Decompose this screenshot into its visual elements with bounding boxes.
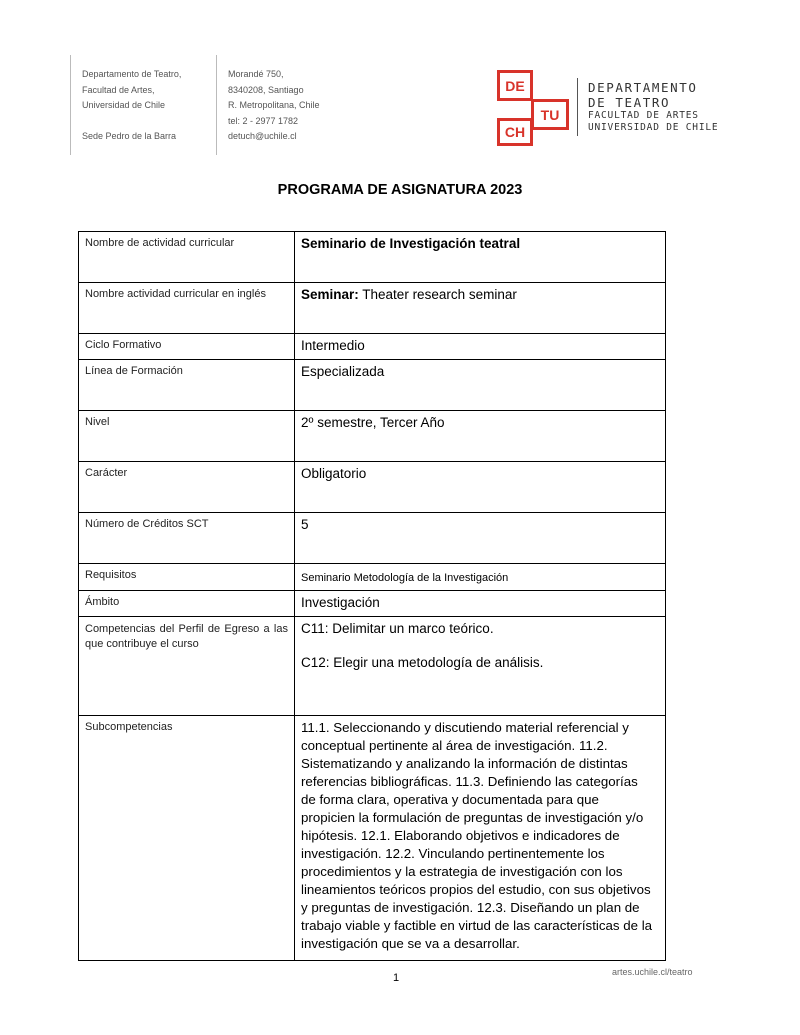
header-line: Morandé 750,: [228, 69, 284, 79]
competency: C12: Elegir una metodología de análisis.: [301, 655, 544, 670]
row-label: Nivel: [79, 411, 295, 462]
row-value: Investigación: [295, 591, 666, 617]
row-label: Requisitos: [79, 564, 295, 591]
header-link-email: detuch@uchile.cl: [228, 131, 297, 141]
logo-box-de: DE: [497, 70, 533, 101]
row-value: [295, 283, 666, 334]
row-value: Especializada: [295, 360, 666, 411]
page-number: 1: [393, 972, 400, 984]
table-row: [79, 617, 666, 716]
row-value: 2º semestre, Tercer Año: [295, 411, 666, 462]
table-row: [79, 462, 666, 513]
logo-wordmark: [588, 80, 718, 134]
row-value: 11.1. Seleccionando y discutiendo material referencial y conceptual pertinente al área de investigación. 11.2. Sistematizando y analizando la información de distintas referencias bibliográficas. 11.3. Definiendo las categorías de forma clara, operativa y documentada para que propicien la formulación de preguntas de investigación y/o hipótesis. 12.1. Elaborando objetivos e indicadores de investigación. 12.2. Vinculando pertinentemente los procedimientos y la estrategia de investigación con los lineamientos teóricos propios del estudio, con sus objetivos y preguntas de investigación. 12.3. Diseñando un plan de trabajo viable y factible en virtud de las características de la investigación que se va a desarrollar.: [295, 716, 666, 961]
divider: [216, 55, 217, 155]
page-title: PROGRAMA DE ASIGNATURA 2023: [277, 182, 523, 198]
table-row: [79, 564, 666, 591]
course-info-table: [78, 231, 666, 961]
table-row: [79, 360, 666, 411]
table-row: [79, 591, 666, 617]
row-label: Número de Créditos SCT: [79, 513, 295, 564]
logo-line: DE TEATRO: [588, 95, 671, 110]
header-line: Facultad de Artes,: [82, 84, 155, 95]
footer-url: artes.uchile.cl/teatro: [612, 967, 693, 977]
logo-box-tu: TU: [531, 99, 569, 130]
header-contact: [228, 67, 320, 145]
table-row: [79, 334, 666, 360]
table-row: [79, 411, 666, 462]
row-value-text: Theater research seminar: [358, 287, 517, 302]
divider: [70, 55, 71, 155]
table-row: [79, 232, 666, 283]
logo-box-ch: CH: [497, 118, 533, 146]
table-row: [79, 716, 666, 961]
row-label: Ámbito: [79, 591, 295, 617]
header-line: Sede Pedro de la Barra: [82, 131, 177, 141]
logo-line: UNIVERSIDAD DE CHILE: [588, 122, 719, 133]
row-label: Nombre actividad curricular en inglés: [79, 283, 295, 334]
logo-line: FACULTAD DE ARTES: [588, 110, 699, 121]
row-label: Línea de Formación: [79, 360, 295, 411]
row-value: Intermedio: [295, 334, 666, 360]
logo-divider: [577, 78, 578, 136]
row-value-bold: Seminar:: [301, 287, 359, 302]
competency: C11: Delimitar un marco teórico.: [301, 621, 494, 636]
row-value: [295, 617, 666, 716]
header-line: Departamento de Teatro,: [82, 69, 182, 79]
row-label: Nombre de actividad curricular: [79, 232, 295, 283]
row-value: 5: [295, 513, 666, 564]
header-line: tel: 2 - 2977 1782: [228, 115, 299, 126]
logo-line: DEPARTAMENTO: [588, 80, 698, 95]
row-value: Obligatorio: [295, 462, 666, 513]
row-label: Competencias del Perfil de Egreso a las que contribuye el curso: [79, 617, 295, 716]
header-line: 8340208, Santiago: [228, 84, 304, 95]
row-label: Subcompetencias: [79, 716, 295, 961]
header-address-institution: [82, 67, 181, 145]
header-line: R. Metropolitana, Chile: [228, 100, 320, 110]
table-row: [79, 513, 666, 564]
row-label: Carácter: [79, 462, 295, 513]
row-label: Ciclo Formativo: [79, 334, 295, 360]
row-value: Seminario Metodología de la Investigación: [295, 564, 666, 591]
header-line: Universidad de Chile: [82, 100, 166, 110]
table-row: [79, 283, 666, 334]
row-value: Seminario de Investigación teatral: [295, 232, 666, 283]
